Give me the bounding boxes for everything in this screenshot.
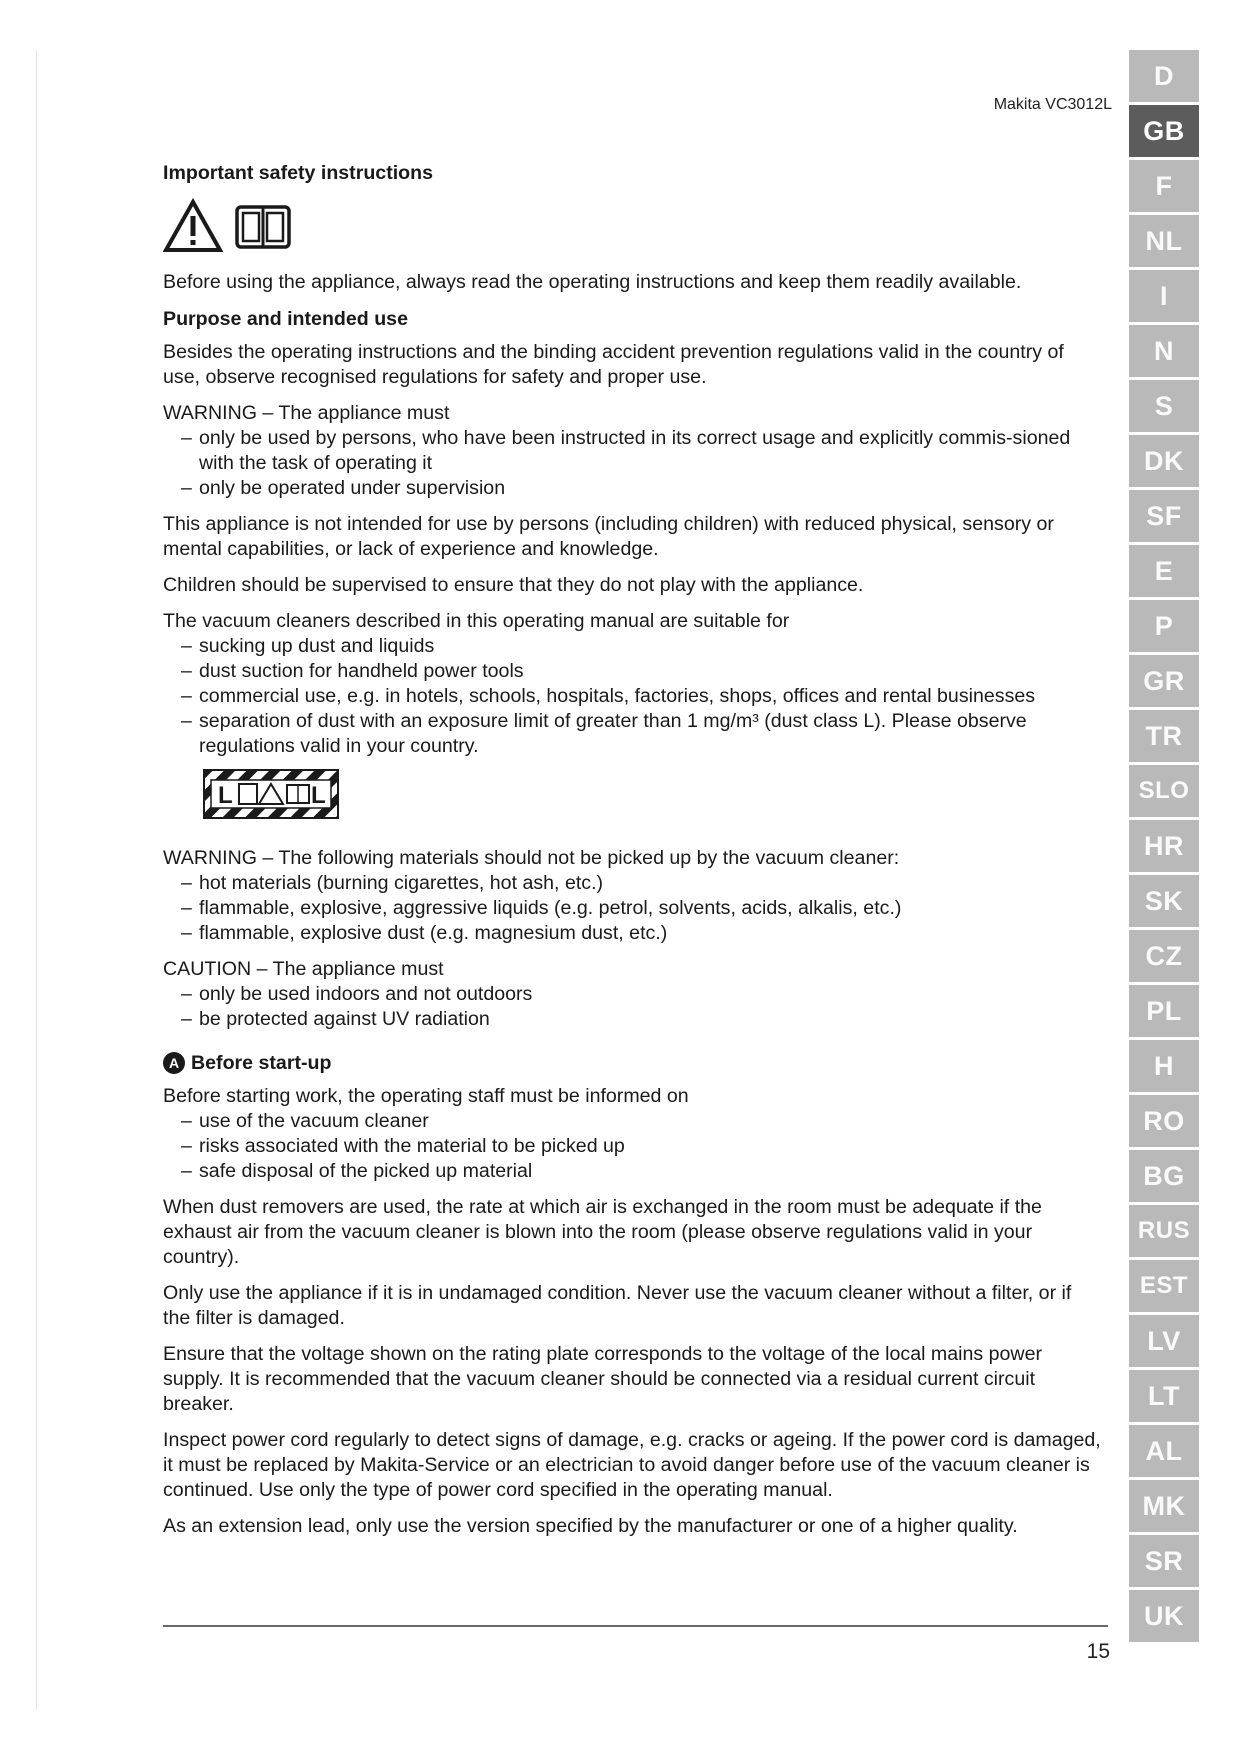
page-number: 15	[1086, 1640, 1110, 1663]
startup-paragraph-2: Only use the appliance if it is in undamaged condition. Never use the vacuum cleaner without a filter, or if the filter is damaged.	[163, 1282, 1072, 1329]
dust-label-right: L	[311, 782, 326, 809]
dust-label-left: L	[218, 782, 233, 809]
warning-list-2	[163, 846, 1103, 946]
language-tab-cz[interactable]: CZ	[1129, 930, 1199, 985]
list-item: – only be operated under supervision	[181, 477, 506, 499]
language-tab-strip	[1129, 50, 1199, 1645]
language-tab-d[interactable]: D	[1129, 50, 1199, 105]
footer-divider	[163, 1625, 1108, 1627]
language-tab-n[interactable]: N	[1129, 325, 1199, 380]
startup-paragraph-1: When dust removers are used, the rate at which air is exchanged in the room must be adequate if the exhaust air from the vacuum cleaner is blown into the room (please observe regulations valid in your country).	[163, 1196, 1042, 1268]
language-tab-dk[interactable]: DK	[1129, 435, 1199, 490]
language-tab-lt[interactable]: LT	[1129, 1370, 1199, 1425]
language-tab-nl[interactable]: NL	[1129, 215, 1199, 270]
model-header: Makita VC3012L	[993, 96, 1112, 113]
list-item: – hot materials (burning cigarettes, hot ash, etc.)	[181, 872, 604, 894]
caution-lead: CAUTION – The appliance must	[163, 958, 444, 980]
warning-triangle-icon	[163, 198, 223, 254]
language-tab-lv[interactable]: LV	[1129, 1315, 1199, 1370]
list-item: – be protected against UV radiation	[181, 1008, 490, 1030]
list-item: – separation of dust with an exposure limit of greater than 1 mg/m³ (dust class L). Please observe regulations valid in your country.	[181, 710, 1027, 757]
language-tab-f[interactable]: F	[1129, 160, 1199, 215]
list-item: – risks associated with the material to be picked up	[181, 1135, 625, 1157]
language-tab-hr[interactable]: HR	[1129, 820, 1199, 875]
language-tab-sf[interactable]: SF	[1129, 490, 1199, 545]
warning-lead-2: WARNING – The following materials should not be picked up by the vacuum cleaner:	[163, 847, 900, 869]
startup-heading	[163, 1050, 1103, 1076]
safety-heading: Important safety instructions	[163, 162, 433, 184]
read-manual-book-icon	[233, 201, 293, 251]
language-tab-al[interactable]: AL	[1129, 1425, 1199, 1480]
language-tab-bg[interactable]: BG	[1129, 1150, 1199, 1205]
list-item: – only be used by persons, who have been instructed in its correct usage and explicitly commis-sioned with the task of operating it	[181, 427, 1071, 474]
suitable-lead: The vacuum cleaners described in this operating manual are suitable for	[163, 610, 790, 632]
warning-list-1	[163, 401, 1103, 501]
language-tab-mk[interactable]: MK	[1129, 1480, 1199, 1535]
main-content	[163, 160, 1103, 1550]
startup-list	[163, 1084, 1103, 1184]
startup-paragraph-5: As an extension lead, only use the version specified by the manufacturer or one of a higher quality.	[163, 1515, 1018, 1537]
safety-intro: Before using the appliance, always read the operating instructions and keep them readily available.	[163, 271, 1022, 293]
list-item: – sucking up dust and liquids	[181, 635, 435, 657]
language-tab-slo[interactable]: SLO	[1129, 765, 1199, 820]
list-item: – flammable, explosive dust (e.g. magnesium dust, etc.)	[181, 922, 668, 944]
list-item: – only be used indoors and not outdoors	[181, 983, 533, 1005]
caution-list	[163, 957, 1103, 1032]
list-item: – safe disposal of the picked up material	[181, 1160, 533, 1182]
language-tab-rus[interactable]: RUS	[1129, 1205, 1199, 1260]
language-tab-uk[interactable]: UK	[1129, 1590, 1199, 1645]
language-tab-p[interactable]: P	[1129, 600, 1199, 655]
safety-icons	[163, 196, 1103, 256]
language-tab-h[interactable]: H	[1129, 1040, 1199, 1095]
startup-paragraph-3: Ensure that the voltage shown on the rating plate corresponds to the voltage of the local mains power supply. It is recommended that the vacuum cleaner should be connected via a residual current circuit breaker.	[163, 1343, 1042, 1415]
purpose-paragraph-2: This appliance is not intended for use by persons (including children) with reduced physical, sensory or mental capabilities, or lack of experience and knowledge.	[163, 513, 1054, 560]
list-item: – commercial use, e.g. in hotels, schools, hospitals, factories, shops, offices and rental businesses	[181, 685, 1036, 707]
language-tab-gr[interactable]: GR	[1129, 655, 1199, 710]
language-tab-pl[interactable]: PL	[1129, 985, 1199, 1040]
language-tab-s[interactable]: S	[1129, 380, 1199, 435]
startup-lead: Before starting work, the operating staff must be informed on	[163, 1085, 689, 1107]
startup-heading-text: Before start-up	[191, 1052, 332, 1074]
language-tab-est[interactable]: EST	[1129, 1260, 1199, 1315]
language-tab-i[interactable]: I	[1129, 270, 1199, 325]
purpose-heading: Purpose and intended use	[163, 308, 408, 330]
suitable-list	[163, 609, 1103, 759]
language-tab-sk[interactable]: SK	[1129, 875, 1199, 930]
purpose-paragraph-3: Children should be supervised to ensure that they do not play with the appliance.	[163, 574, 864, 596]
language-tab-ro[interactable]: RO	[1129, 1095, 1199, 1150]
page-edge-line	[36, 50, 37, 1710]
list-item: – dust suction for handheld power tools	[181, 660, 524, 682]
warning-lead-1: WARNING – The appliance must	[163, 402, 450, 424]
startup-paragraph-4: Inspect power cord regularly to detect signs of damage, e.g. cracks or ageing. If the power cord is damaged, it must be replaced by Makita-Service or an electrician to avoid danger before use of the vacuum cleaner is continued. Use only the type of power cord specified in the operating manual.	[163, 1429, 1101, 1501]
list-item: – flammable, explosive, aggressive liquids (e.g. petrol, solvents, acids, alkalis, etc.)	[181, 897, 902, 919]
language-tab-tr[interactable]: TR	[1129, 710, 1199, 765]
list-item: – use of the vacuum cleaner	[181, 1110, 429, 1132]
dust-class-l-label-icon	[203, 769, 339, 819]
language-tab-gb[interactable]: GB	[1129, 105, 1199, 160]
purpose-paragraph-1: Besides the operating instructions and the binding accident prevention regulations valid in the country of use, observe recognised regulations for safety and proper use.	[163, 341, 1064, 388]
language-tab-e[interactable]: E	[1129, 545, 1199, 600]
section-a-badge: A	[163, 1052, 185, 1074]
language-tab-sr[interactable]: SR	[1129, 1535, 1199, 1590]
